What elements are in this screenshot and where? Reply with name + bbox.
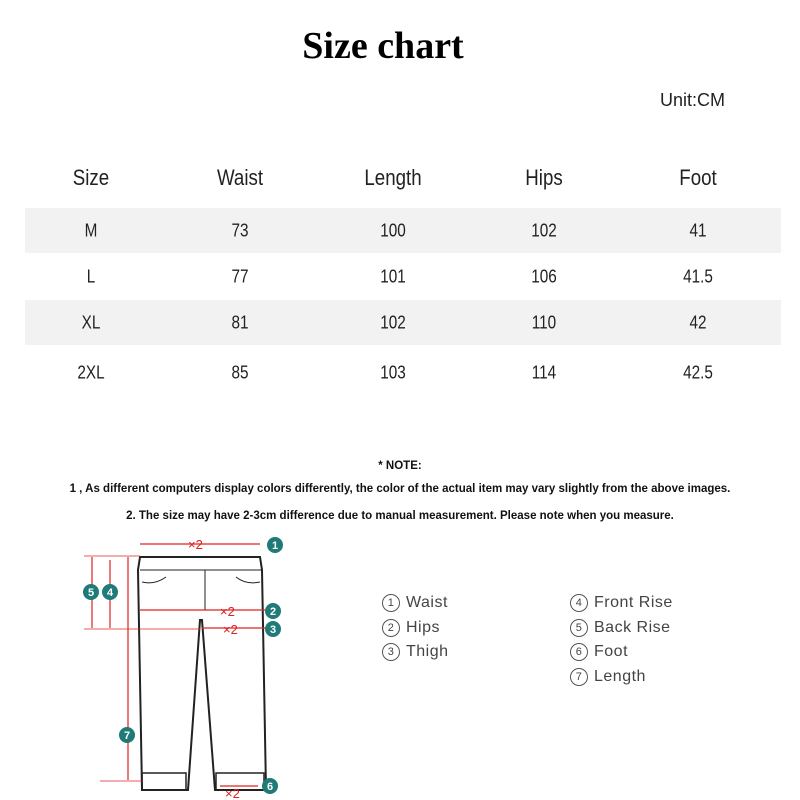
legend-label: Foot	[594, 643, 629, 660]
legend-label: Front Rise	[594, 594, 673, 611]
marker-1: 1	[271, 540, 279, 552]
legend-item-thigh	[382, 643, 449, 661]
header-waist: Waist	[216, 164, 264, 190]
cell: 85	[231, 362, 249, 382]
legend-number: 1	[382, 594, 400, 612]
cell: 100	[380, 220, 406, 240]
legend-item-front-rise	[570, 594, 673, 612]
marker-3: 3	[269, 624, 277, 636]
legend-label: Back Rise	[594, 619, 671, 636]
cell: 2XL	[77, 362, 105, 382]
cell: 42	[689, 312, 707, 332]
table-row	[25, 300, 781, 345]
cell: 41	[689, 220, 707, 240]
cell: 42.5	[683, 362, 713, 382]
waist-multiplier: ×2	[188, 537, 203, 552]
thigh-multiplier: ×2	[223, 622, 238, 637]
legend-number: 6	[570, 643, 588, 661]
table-row	[25, 254, 781, 299]
cell: 102	[380, 312, 406, 332]
pants-measurement-diagram	[70, 530, 300, 800]
legend-label: Waist	[406, 594, 448, 611]
legend-label: Thigh	[406, 643, 449, 660]
legend-item-hips	[382, 619, 440, 637]
legend-item-foot	[570, 643, 628, 661]
cell: L	[86, 266, 96, 286]
header-foot: Foot	[679, 164, 717, 190]
legend-number: 2	[382, 619, 400, 637]
legend-item-waist	[382, 594, 448, 612]
cell: 102	[531, 220, 557, 240]
cell: M	[84, 220, 98, 240]
cell: 106	[531, 266, 557, 286]
cell: 114	[531, 362, 557, 382]
header-size: Size	[72, 164, 110, 190]
unit-label: Unit:CM	[660, 90, 726, 110]
cell: 77	[231, 266, 249, 286]
legend-number: 4	[570, 594, 588, 612]
header-hips: Hips	[525, 164, 563, 190]
legend-label: Length	[594, 668, 646, 685]
legend-item-length	[570, 668, 646, 686]
table-row	[25, 350, 781, 395]
legend-number: 7	[570, 668, 588, 686]
hips-multiplier: ×2	[220, 604, 235, 619]
marker-4: 4	[106, 587, 114, 599]
cell: 101	[380, 266, 406, 286]
header-length: Length	[364, 164, 422, 190]
marker-2: 2	[269, 606, 277, 618]
legend-number: 5	[570, 619, 588, 637]
marker-7: 7	[123, 730, 131, 742]
note-heading: * NOTE:	[378, 460, 422, 472]
cell: 41.5	[683, 266, 713, 286]
cell: XL	[81, 312, 101, 332]
table-header	[25, 155, 781, 200]
cell: 73	[231, 220, 249, 240]
legend-number: 3	[382, 643, 400, 661]
note-line-2: 2. The size may have 2-3cm difference due to manual measurement. Please note when you measure.	[126, 510, 674, 522]
legend-label: Hips	[406, 619, 441, 636]
marker-6: 6	[266, 781, 274, 793]
cell: 110	[531, 312, 557, 332]
cell: 103	[380, 362, 406, 382]
cell: 81	[231, 312, 249, 332]
legend-item-back-rise	[570, 619, 671, 637]
marker-5: 5	[87, 587, 95, 599]
table-row	[25, 208, 781, 253]
note-line-1: 1 , As different computers display colors differently, the color of the actual item may vary slightly from the above images.	[69, 483, 731, 495]
foot-multiplier: ×2	[225, 786, 240, 800]
page-title: Size chart	[302, 25, 464, 67]
